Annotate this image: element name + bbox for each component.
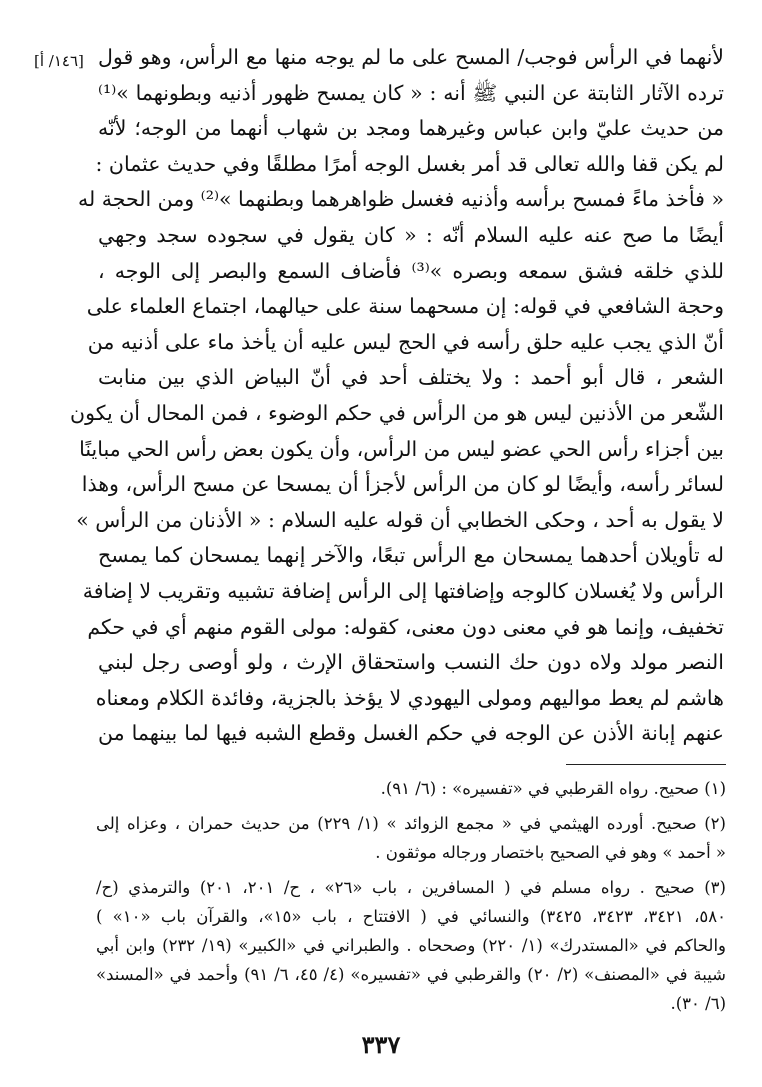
text-line: أيضًا ما صح عنه عليه السلام أنّه : « كان يقول في سجوده سجد وجهي bbox=[98, 222, 724, 247]
footnote-line: شيبة في «المصنف» (٢/ ٢٠) والقرطبي في «تفسيره» (٤/ ٤٥، ٦/ ٩١) وأحمد في «المسند» bbox=[96, 965, 727, 984]
footnote-line: (٦/ ٣٠). bbox=[670, 994, 726, 1013]
footnote-line: « أحمد » وهو في الصحيح باختصار ورجاله موثقون . bbox=[375, 843, 726, 862]
footnote-line: والحاكم في «المستدرك» (١/ ٢٢٠) وصححاه . والطبراني في «الكبير» (١٩/ ٢٣٢) وابن أبي bbox=[96, 936, 726, 955]
text-line: الشعر ، قال أبو أحمد : ولا يختلف أحد في أنّ البياض الذي بين منابت bbox=[98, 365, 724, 390]
text-line: له تأويلان أحدهما يمسحان مع الرأس تبعًا، والآخر إنهما يمسحان كما يمسح bbox=[98, 543, 724, 568]
text-line: لسائر رأسه، وأيضًا لو كان من الرأس لأجزأ أن يمسحا عن مسح الرأس، وهذا bbox=[81, 472, 724, 497]
text-line: تخفيف، وإنما هو في معنى دون معنى، كقوله: مولى القوم منهم أي في حكم bbox=[87, 614, 724, 639]
footnote-2 bbox=[96, 809, 726, 867]
text-line: ترده الآثار الثابتة عن النبي ﷺ أنه : « كان يمسح ظهور أذنيه وبطونهما »⁽¹⁾ bbox=[98, 80, 724, 105]
footnote-line: ٥٨٠، ٣٤٢١، ٣٤٢٣، ٣٤٢٥) والنسائي في ( الافتتاح ، باب «١٥»، والقرآن باب «١٠» ) bbox=[96, 907, 727, 926]
manuscript-folio-reference: [١٤٦/ أ] bbox=[34, 52, 84, 70]
footnote-line: (١) صحيح. رواه القرطبي في «تفسيره» : (٦/ ٩١). bbox=[380, 779, 726, 798]
text-line: هاشم لم يعط مواليهم ومولى اليهودي لا يؤخذ بالجزية، وفائدة الكلام ومعناه bbox=[95, 685, 724, 710]
footnote-separator bbox=[566, 764, 726, 765]
footnote-3 bbox=[96, 873, 726, 1018]
text-line: « فأخذ ماءً فمسح برأسه وأذنيه فغسل ظواهرهما وبطنهما »⁽²⁾ ومن الحجة له bbox=[78, 187, 724, 212]
footnote-line: (٢) صحيح. أورده الهيثمي في « مجمع الزوائد » (١/ ٢٢٩) من حديث حمران ، وعزاه إلى bbox=[96, 814, 726, 833]
text-line: للذي خلقه فشق سمعه وبصره »⁽³⁾ فأضاف السمع والبصر إلى الوجه ، bbox=[98, 258, 724, 283]
text-line: أنّ الذي يجب عليه حلق رأسه في الحج ليس عليه أن يأخذ ماء على أذنيه من bbox=[87, 329, 724, 354]
text-line: بين أجزاء رأس الحي عضو ليس من الرأس، وأن يكون بعض رأس الحي مباينًا bbox=[79, 436, 724, 461]
text-line: لأنهما في الرأس فوجب/ المسح على ما لم يوجه منها مع الرأس، وهو قول bbox=[98, 45, 724, 69]
footnotes bbox=[96, 774, 726, 1024]
text-line: النصر مولد ولاه دون حك النسب واستحقاق الإرث ، ولو أوصى رجل لبني bbox=[98, 650, 724, 675]
text-line: من حديث عليّ وابن عباس وغيرهما ومجد بن شهاب أنهما من الوجه؛ لأنّه bbox=[98, 116, 724, 141]
text-line: الرأس ولا يُغسلان كالوجه وإضافتها إلى الرأس إضافة تشبيه وتقريب لا إضافة bbox=[82, 578, 724, 603]
text-line: لم يكن قفا والله تعالى قد أمر بغسل الوجه أمرًا مطلقًا وفي حديث عثمان : bbox=[95, 151, 724, 176]
text-line: عنهم إبانة الأذن عن الوجه في حكم الغسل وقطع الشبه فيها لما بينهما من bbox=[98, 721, 724, 746]
page-number: ٣٣٧ bbox=[361, 1030, 401, 1059]
footnote-line: (٣) صحيح . رواه مسلم في ( المسافرين ، باب «٢٦» ، ح/ ٢٠١، ٢٠١) والترمذي (ح/ bbox=[96, 878, 726, 897]
text-line: الشّعر من الأذنين ليس هو من الرأس في حكم الوضوء ، فمن المحال أن يكون bbox=[70, 400, 724, 425]
text-line: وحجة الشافعي في قوله: إن مسحهما سنة على حيالهما، اجتماع العلماء على bbox=[86, 294, 724, 319]
footnote-1 bbox=[96, 774, 726, 803]
main-text bbox=[70, 40, 724, 752]
text-line: لا يقول به أحد ، وحكى الخطابي أن قوله عليه السلام : « الأذنان من الرأس » bbox=[76, 507, 724, 532]
